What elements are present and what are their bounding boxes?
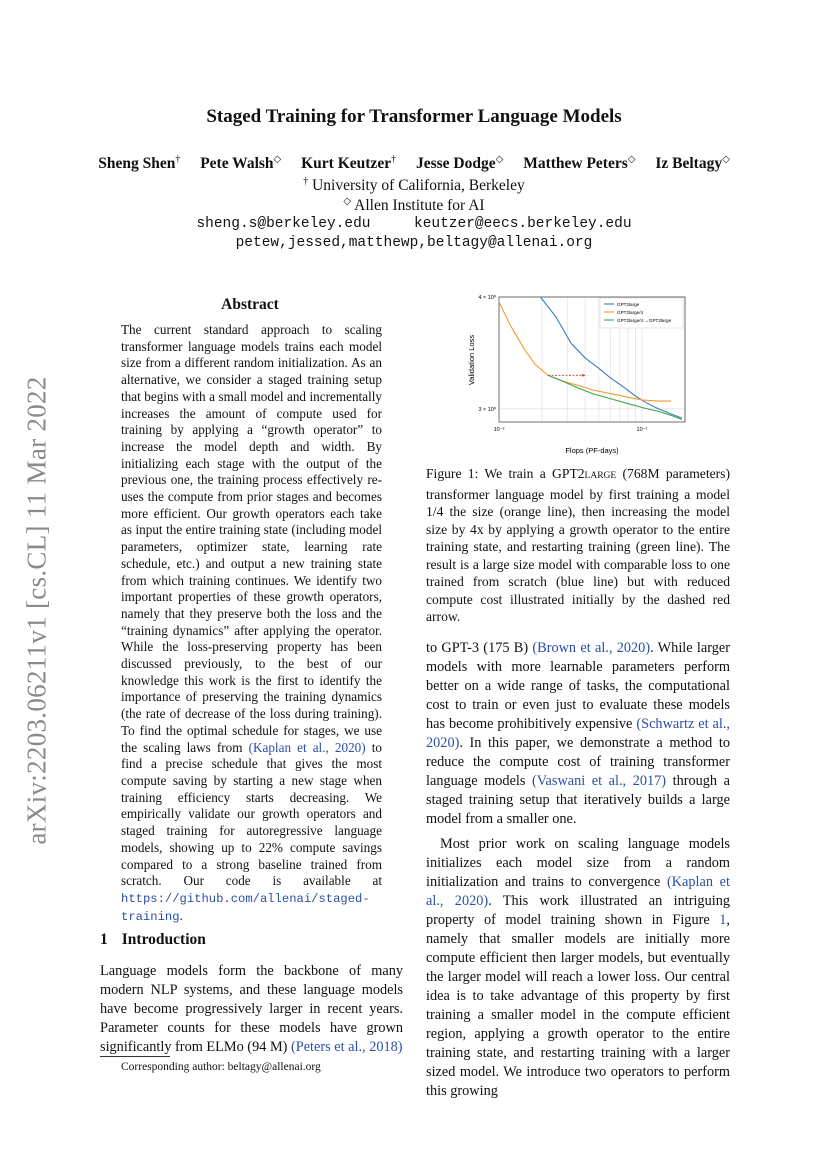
x-axis-label: Flops (PF-days) (565, 446, 619, 455)
affiliation: ◇ Allen Institute for AI (343, 196, 485, 215)
figure-caption: Figure 1: We train a GPT2LARGE (768M parameters) transformer language model by first training a model 1/4 the size (orange line), then increasing the model size by 4x by applying a growth operator to the entire training state, and restarting training (green line). The result is a large size model with comparable loss to one trained from scratch (blue line) but with reduced compute cost illustrated initially by the dashed red arrow. (426, 466, 730, 624)
code-url-link[interactable]: https://github.com/allenai/staged-training (121, 891, 370, 924)
figure-ref-link[interactable]: 1 (719, 912, 727, 928)
author-emails: petew,jessed,matthewp,beltagy@allenai.org (235, 235, 593, 251)
abstract-text: The current standard approach to scaling transformer language models trains each model size from a different random initialization. As an alternative, we consider a staged training setup that begins with a small model and incrementally increases the amount of compute used for training by applying a “growth operator” to increase the model depth and width. By initializing each stage with the output of the previous one, the training process effectively re-uses the compute from prior stages and becomes more efficient. Our growth operators each take as input the entire training state (including model parameters, optimizer state, learning rate schedule, etc.) and output a new training state from which training continues. We identify two important properties of these growth operators, namely that they preserve both the loss and the “training dynamics” after applying the operator. While the loss-preserving property has been discussed previously, to the best of our knowledge this work is the first to identify the importance of preserving the training dynamics (the rate of decrease of the loss during training). To find the optimal schedule for stages, we use the scaling laws from (Kaplan et al., 2020) to find a precise schedule that gives the most compute saving by starting a new stage when training efficiency starts decreasing. We empirically validate our growth operators and staged training for autoregressive language models, showing up to 22% compute savings compared to a strong baseline trained from scratch. Our code is available at https://github.com/allenai/staged-training. (121, 322, 382, 924)
section-heading: 1 Introduction (100, 931, 206, 948)
loss-chart (462, 292, 692, 454)
arrow-head (582, 374, 585, 377)
author-list (0, 154, 828, 173)
arrow-layer (548, 374, 585, 377)
intro-text: Language models form the backbone of many modern NLP systems, and these language models have become progressively larger in recent years. Parameter counts for these models have grown significantly from ELMo (94 M) (Peters et al., 2018) (100, 963, 403, 1055)
citation-link[interactable]: (Schwartz et al., 2020) (426, 716, 731, 751)
y-tick-label: 3 × 10⁰ (478, 406, 496, 413)
x-tick-label: 10⁻² (493, 427, 505, 433)
arxiv-identifier (20, 360, 54, 860)
footnote-rule (100, 1056, 170, 1057)
series-line (548, 375, 682, 419)
author: Matthew Peters◇ (523, 154, 636, 173)
y-tick-label: 4 × 10⁰ (478, 295, 496, 301)
arxiv-identifier-text: arXiv:2203.06211v1 [cs.CL] 11 Mar 2022 (21, 375, 52, 845)
legend-entry: GPT2large (617, 301, 640, 307)
citation-link[interactable]: (Vaswani et al., 2017) (532, 773, 667, 789)
author: Kurt Keutzer† (301, 154, 397, 173)
author-emails: sheng.s@berkeley.edu keutzer@eecs.berkeley.edu (196, 216, 632, 232)
paragraph: Most prior work on scaling language models initializes each model size from a random initialization and trains to convergence (Kaplan et al., 2020). This work illustrated an intriguing property of model training shown in Figure 1, namely that smaller models are initially more compute efficient then larger models, but eventually the larger model will reach a lower loss. Our central idea is to take advantage of this property by first training a smaller model in the compute efficient region, applying a growth operator to the entire training state, and restarting training with a larger sized model. We introduce two operators to perform this growing (426, 836, 730, 1099)
legend-entry: GPT2large/4 (617, 309, 644, 315)
footnote: Corresponding author: beltagy@allenai.org (121, 1061, 321, 1073)
paper-title: Staged Training for Transformer Language Models (206, 106, 622, 127)
chart-legend (600, 298, 683, 328)
right-column-text (426, 639, 730, 1101)
x-tick-label: 10⁻¹ (636, 427, 648, 433)
citation-link[interactable]: (Kaplan et al., 2020) (426, 874, 730, 909)
abstract-heading: Abstract (221, 296, 279, 313)
figure-1 (462, 292, 692, 454)
author: Jesse Dodge◇ (415, 154, 504, 173)
paragraph: to GPT-3 (175 B) (Brown et al., 2020). While larger models with more learnable parameters perform better on a wide range of tasks, the computational cost to train or even just to evaluate these models has become prohibitively expensive (Schwartz et al., 2020). In this paper, we demonstrate a method to reduce the compute cost of training transformer language models (Vaswani et al., 2017) through a staged training setup that iteratively builds a large model from a smaller one. (426, 640, 731, 827)
author: Sheng Shen† (98, 154, 181, 173)
legend-entry: GPT2large/4 →GPT2large (617, 317, 672, 323)
affiliation: † University of California, Berkeley (303, 176, 525, 195)
author: Pete Walsh◇ (200, 154, 282, 173)
citation-link[interactable]: (Peters et al., 2018) (291, 1039, 403, 1055)
author: Iz Beltagy◇ (655, 154, 730, 173)
citation-link[interactable]: (Kaplan et al., 2020) (248, 739, 366, 755)
citation-link[interactable]: (Brown et al., 2020) (532, 640, 651, 656)
y-axis-label: Validation Loss (467, 334, 476, 386)
